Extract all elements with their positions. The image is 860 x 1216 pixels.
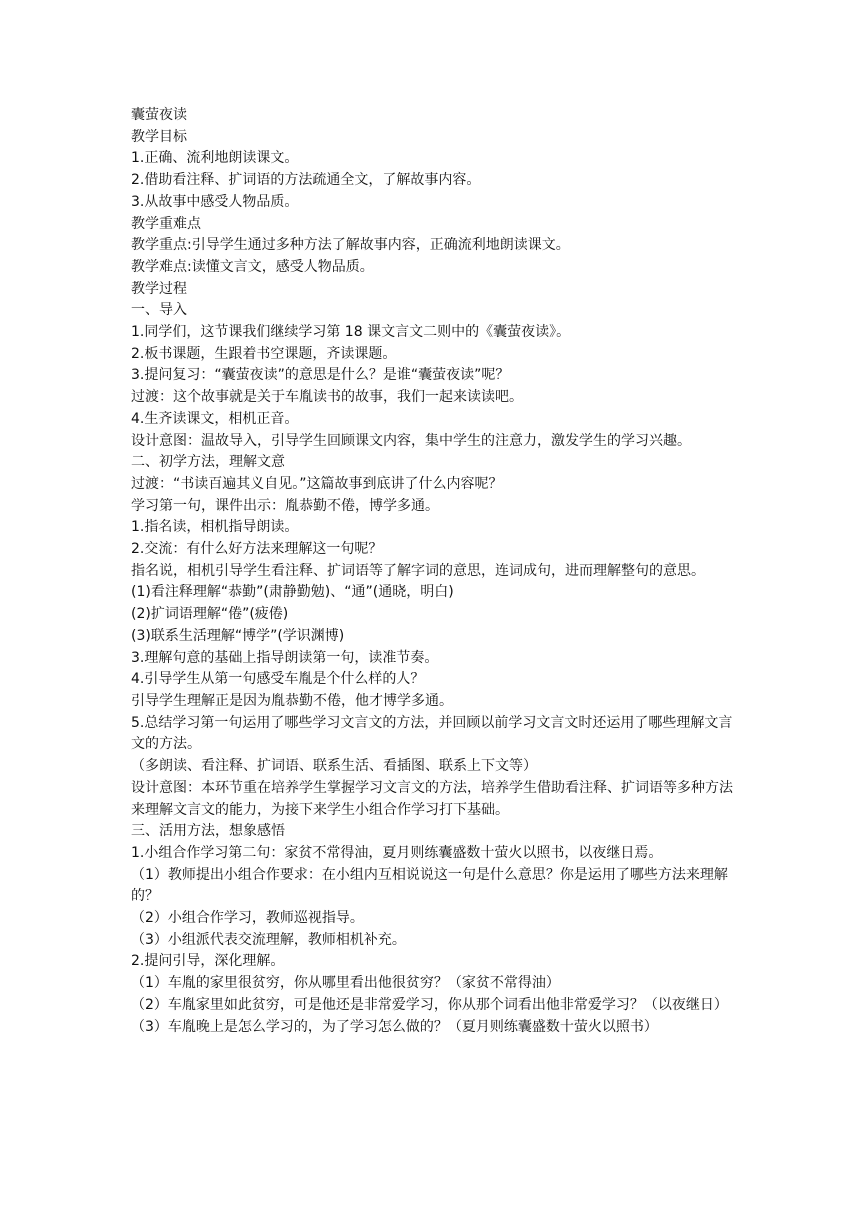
paragraph: 3.提问复习：“囊萤夜读”的意思是什么？是谁“囊萤夜读”呢？ xyxy=(131,367,510,384)
paragraph: 1.同学们，这节课我们继续学习第 18 课文言文二则中的《囊萤夜读》。 xyxy=(131,324,571,341)
paragraph: 3.从故事中感受人物品质。 xyxy=(131,193,299,210)
paragraph: （3）车胤晚上是怎么学习的，为了学习怎么做的？（夏月则练囊盛数十萤火以照书） xyxy=(131,1018,658,1035)
paragraph: 2.交流：有什么好方法来理解这一句呢？ xyxy=(131,541,383,558)
paragraph: 2.提问引导，深化理解。 xyxy=(131,953,285,970)
paragraph: 1.指名读，相机指导朗读。 xyxy=(131,519,299,536)
paragraph: 引导学生理解正是因为胤恭勤不倦，他才博学多通。 xyxy=(131,692,453,709)
paragraph: 设计意图：温故导入，引导学生回顾课文内容，集中学生的注意力，激发学生的学习兴趣。 xyxy=(131,432,691,449)
section-heading: 教学过程 xyxy=(131,280,187,297)
paragraph: (3)联系生活理解“博学”(学识渊博) xyxy=(131,627,345,644)
paragraph: （1）教师提出小组合作要求：在小组内互相说说这一句是什么意思？你是运用了哪些方法来理解的？ xyxy=(131,866,728,905)
document-title: 囊萤夜读 xyxy=(131,107,187,123)
document-body xyxy=(131,105,741,1038)
paragraph: 指名说，相机引导学生看注释、扩词语等了解字词的意思，连词成句，进而理解整句的意思。 xyxy=(131,562,705,579)
paragraph: 教学难点:读懂文言文，感受人物品质。 xyxy=(131,258,374,275)
paragraph: 2.板书课题，生跟着书空课题，齐读课题。 xyxy=(131,345,397,362)
paragraph: 4.生齐读课文，相机正音。 xyxy=(131,410,299,427)
paragraph: 过渡：“书读百遍其义自见。”这篇故事到底讲了什么内容呢？ xyxy=(131,475,503,492)
section-heading: 教学目标 xyxy=(131,128,187,145)
paragraph: 3.理解句意的基础上指导朗读第一句，读准节奏。 xyxy=(131,649,439,666)
section-heading: 教学重难点 xyxy=(131,215,201,232)
paragraph: 5.总结学习第一句运用了哪些学习文言文的方法，并回顾以前学习文言文时还运用了哪些理解文言文的方法。 xyxy=(131,714,733,753)
section-heading: 三、活用方法，想象感悟 xyxy=(131,823,285,840)
paragraph: 教学重点:引导学生通过多种方法了解故事内容，正确流利地朗读课文。 xyxy=(131,237,570,254)
paragraph: 1.正确、流利地朗读课文。 xyxy=(131,150,299,167)
paragraph: 4.引导学生从第一句感受车胤是个什么样的人？ xyxy=(131,671,425,688)
section-heading: 二、初学方法，理解文意 xyxy=(131,454,285,471)
paragraph: (1)看注释理解“恭勤”(肃静勤勉)、“通”(通晓，明白) xyxy=(131,584,454,601)
paragraph: 学习第一句，课件出示：胤恭勤不倦，博学多通。 xyxy=(131,497,439,514)
section-heading: 一、导入 xyxy=(131,302,187,319)
paragraph: (2)扩词语理解“倦”(疲倦) xyxy=(131,606,289,623)
paragraph: 过渡：这个故事就是关于车胤读书的故事，我们一起来读读吧。 xyxy=(131,389,523,406)
paragraph: 2.借助看注释、扩词语的方法疏通全文，了解故事内容。 xyxy=(131,172,481,189)
paragraph: （多朗读、看注释、扩词语、联系生活、看插图、联系上下文等） xyxy=(131,758,537,775)
paragraph: （1）车胤的家里很贫穷，你从哪里看出他很贫穷？（家贫不常得油） xyxy=(131,975,560,992)
paragraph: 1.小组合作学习第二句：家贫不常得油，夏月则练囊盛数十萤火以照书，以夜继日焉。 xyxy=(131,844,663,861)
paragraph: 设计意图：本环节重在培养学生掌握学习文言文的方法，培养学生借助看注释、扩词语等多种方法来理解文言文的能力，为接下来学生小组合作学习打下基础。 xyxy=(131,779,733,818)
paragraph: （3）小组派代表交流理解，教师相机补充。 xyxy=(131,931,406,948)
paragraph: （2）小组合作学习，教师巡视指导。 xyxy=(131,910,364,927)
paragraph: （2）车胤家里如此贫穷，可是他还是非常爱学习，你从那个词看出他非常爱学习？（以夜继日） xyxy=(131,996,728,1013)
